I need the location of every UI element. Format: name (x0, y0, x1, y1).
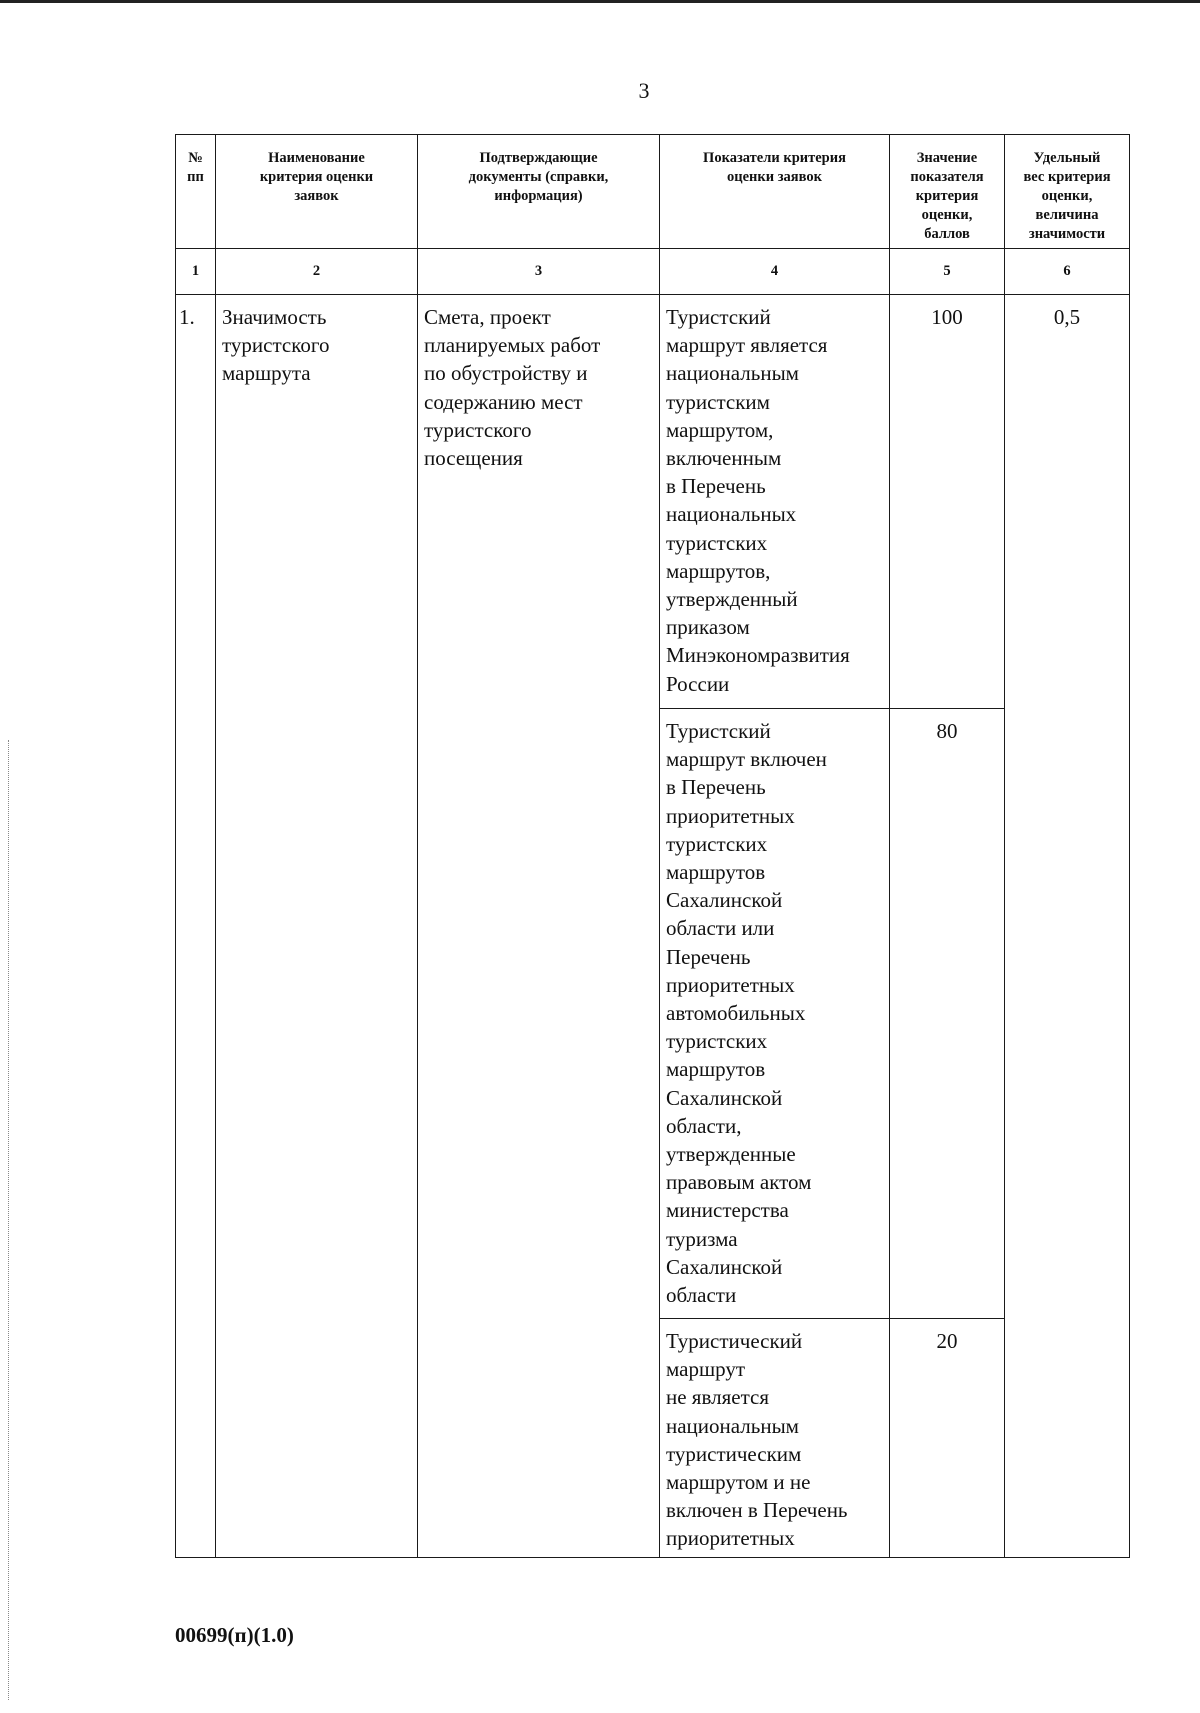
supporting-documents: Смета, проект планируемых работ по обустройству и содержанию мест туристского посещения (418, 295, 660, 1558)
indicator-text: Туристический маршрут не является национальным туристическим маршрутом и не включен в Перечень приоритетных (660, 1319, 890, 1558)
column-number-row (176, 249, 1130, 295)
indicator-text: Туристский маршрут является национальным туристским маршрутом, включенным в Перечень национальных туристских маршрутов, утвержденный приказом Минэкономразвития России (660, 295, 890, 709)
page-number: 3 (638, 78, 650, 103)
scan-margin-artifact (8, 740, 11, 1700)
criterion-weight: 0,5 (1005, 295, 1130, 1558)
column-number: 2 (216, 249, 418, 295)
column-number: 3 (418, 249, 660, 295)
table-header-row (176, 135, 1130, 249)
row-number: 1. (176, 295, 216, 1558)
header-number: № пп (176, 135, 216, 249)
indicator-score: 20 (890, 1319, 1005, 1558)
criterion-name: Значимость туристского маршрута (216, 295, 418, 1558)
column-number: 5 (890, 249, 1005, 295)
header-criterion-name: Наименование критерия оценки заявок (216, 135, 418, 249)
header-indicators: Показатели критерия оценки заявок (660, 135, 890, 249)
indicator-score: 80 (890, 709, 1005, 1319)
header-weight: Удельный вес критерия оценки, величина значимости (1005, 135, 1130, 249)
column-number: 4 (660, 249, 890, 295)
table-row (176, 295, 1130, 709)
indicator-score: 100 (890, 295, 1005, 709)
indicator-text: Туристский маршрут включен в Перечень приоритетных туристских маршрутов Сахалинской области или Перечень приоритетных автомобильных туристских маршрутов Сахалинской области, утвержденные правовым актом министерства туризма Сахалинской области (660, 709, 890, 1319)
criteria-table (175, 134, 1130, 1558)
document-code: 00699(п)(1.0) (175, 1623, 294, 1647)
column-number: 1 (176, 249, 216, 295)
header-score: Значение показателя критерия оценки, баллов (890, 135, 1005, 249)
header-supporting-documents: Подтверждающие документы (справки, информация) (418, 135, 660, 249)
column-number: 6 (1005, 249, 1130, 295)
page-top-edge (0, 0, 1200, 3)
